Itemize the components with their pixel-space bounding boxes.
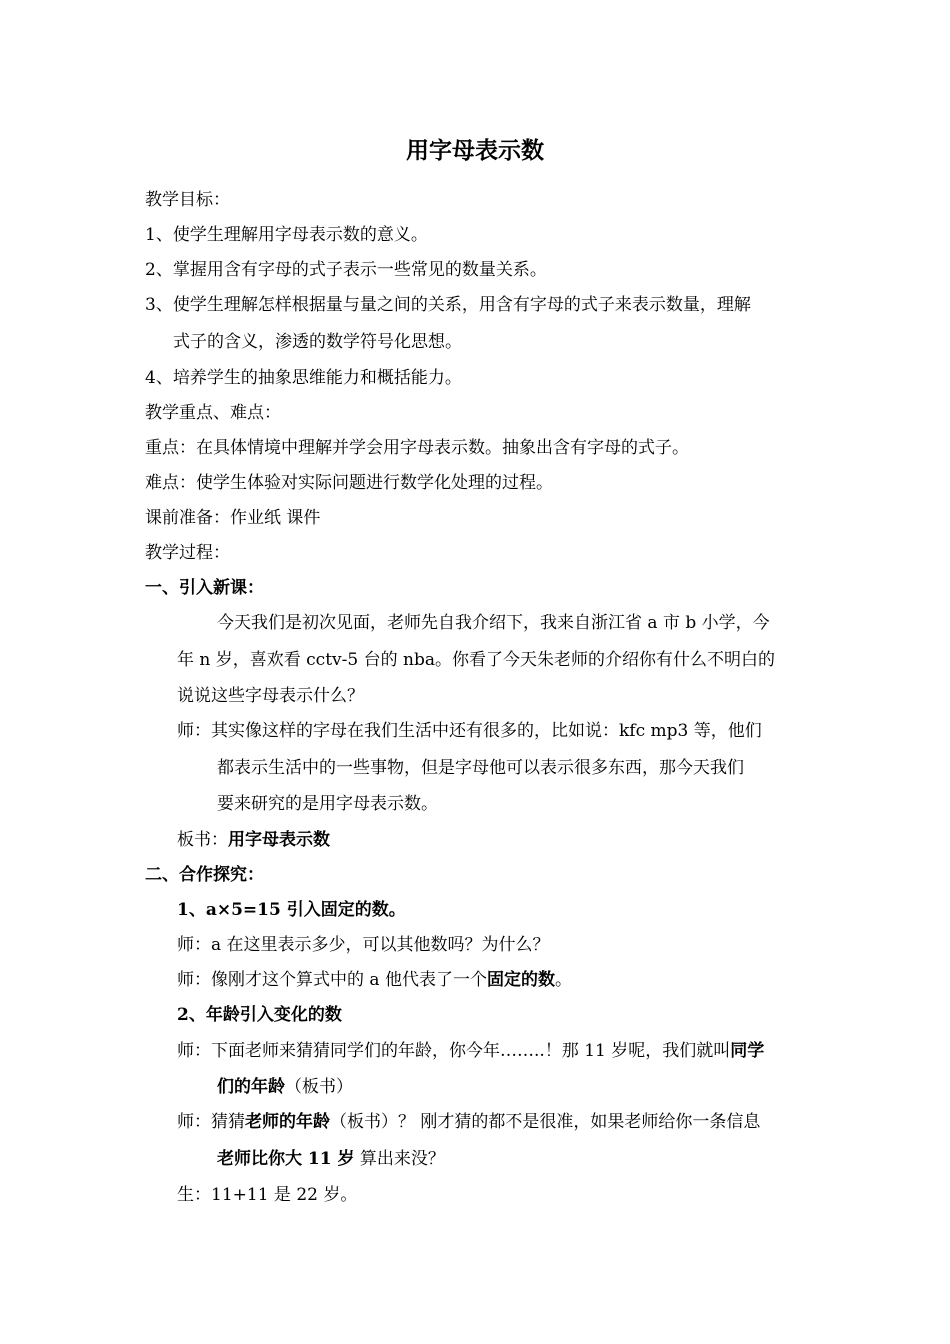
teacher-age-term: 老师的年龄 (245, 1112, 330, 1132)
subsection-2: 2、年龄引入变化的数 (177, 1005, 342, 1025)
teacher-age-line-cont (217, 1147, 445, 1171)
teacher-older-info: 老师比你大 11 岁 (217, 1149, 355, 1169)
key-points-heading: 教学重点、难点： (145, 403, 281, 423)
teacher-age-guess (177, 1039, 764, 1063)
section-1-heading: 一、引入新课： (145, 578, 264, 598)
difficult-point: 难点：使学生体验对实际问题进行数学化处理的过程。 (145, 473, 553, 493)
objective-3-cont: 式子的含义，渗透的数学符号化思想。 (173, 332, 462, 352)
page-title: 用字母表示数 (406, 137, 544, 164)
subsection-1: 1、a×5=15 引入固定的数。 (177, 900, 406, 920)
objective-1: 1、使学生理解用字母表示数的意义。 (145, 225, 428, 245)
teacher-age-guess-cont (217, 1075, 353, 1099)
objective-4: 4、培养学生的抽象思维能力和概括能力。 (145, 368, 462, 388)
student-age-term-a: 同学 (730, 1041, 765, 1061)
process-heading: 教学过程： (145, 543, 230, 563)
section-2-heading: 二、合作探究： (145, 865, 264, 885)
teacher-age-line-rest: （板书）？ 刚才猜的都不是很准，如果老师给你一条信息 (330, 1112, 761, 1132)
board-note (177, 828, 330, 852)
intro-para-line-3: 说说这些字母表示什么？ (177, 686, 364, 706)
teacher-fixed-number-end: 。 (554, 970, 572, 990)
teacher-age-line-start: 师：猜猜 (177, 1112, 245, 1132)
intro-para-line-1: 今天我们是初次见面，老师先自我介绍下，我来自浙江省 a 市 b 小学，今 (217, 613, 770, 633)
key-point: 重点：在具体情境中理解并学会用字母表示数。抽象出含有字母的式子。 (145, 438, 689, 458)
student-answer: 生：11+11 是 22 岁。 (177, 1185, 358, 1205)
fixed-number-term: 固定的数 (486, 970, 555, 990)
teacher-line-1-cont-b: 要来研究的是用字母表示数。 (217, 794, 438, 814)
teacher-line-1-cont-a: 都表示生活中的一些事物，但是字母他可以表示很多东西，那今天我们 (217, 758, 744, 778)
teacher-question: 师：a 在这里表示多少，可以其他数吗？为什么？ (177, 935, 550, 955)
objective-2: 2、掌握用含有字母的式子表示一些常见的数量关系。 (145, 260, 547, 280)
preparation: 课前准备：作业纸 课件 (145, 508, 321, 528)
teacher-line-1: 师：其实像这样的字母在我们生活中还有很多的，比如说：kfc mp3 等，他们 (177, 721, 762, 741)
board-note-text: 用字母表示数 (228, 830, 330, 850)
teacher-age-question: 算出来没？ (354, 1149, 445, 1169)
board-note-paren: （板书） (285, 1077, 353, 1097)
section-objectives-heading: 教学目标： (145, 190, 230, 210)
teacher-age-guess-text: 师：下面老师来猜猜同学们的年龄，你今年……..！那 11 岁呢，我们就叫 (177, 1041, 731, 1061)
teacher-fixed-number-text: 师：像刚才这个算式中的 a 他代表了一个 (177, 970, 487, 990)
student-age-term-b: 们的年龄 (217, 1077, 285, 1097)
intro-para-line-2: 年 n 岁，喜欢看 cctv-5 台的 nba。你看了今天朱老师的介绍你有什么不明白的 (177, 650, 775, 670)
teacher-fixed-number (177, 968, 572, 992)
board-note-label: 板书： (177, 830, 228, 850)
teacher-age-line (177, 1110, 760, 1134)
objective-3: 3、使学生理解怎样根据量与量之间的关系，用含有字母的式子来表示数量，理解 (145, 295, 751, 315)
